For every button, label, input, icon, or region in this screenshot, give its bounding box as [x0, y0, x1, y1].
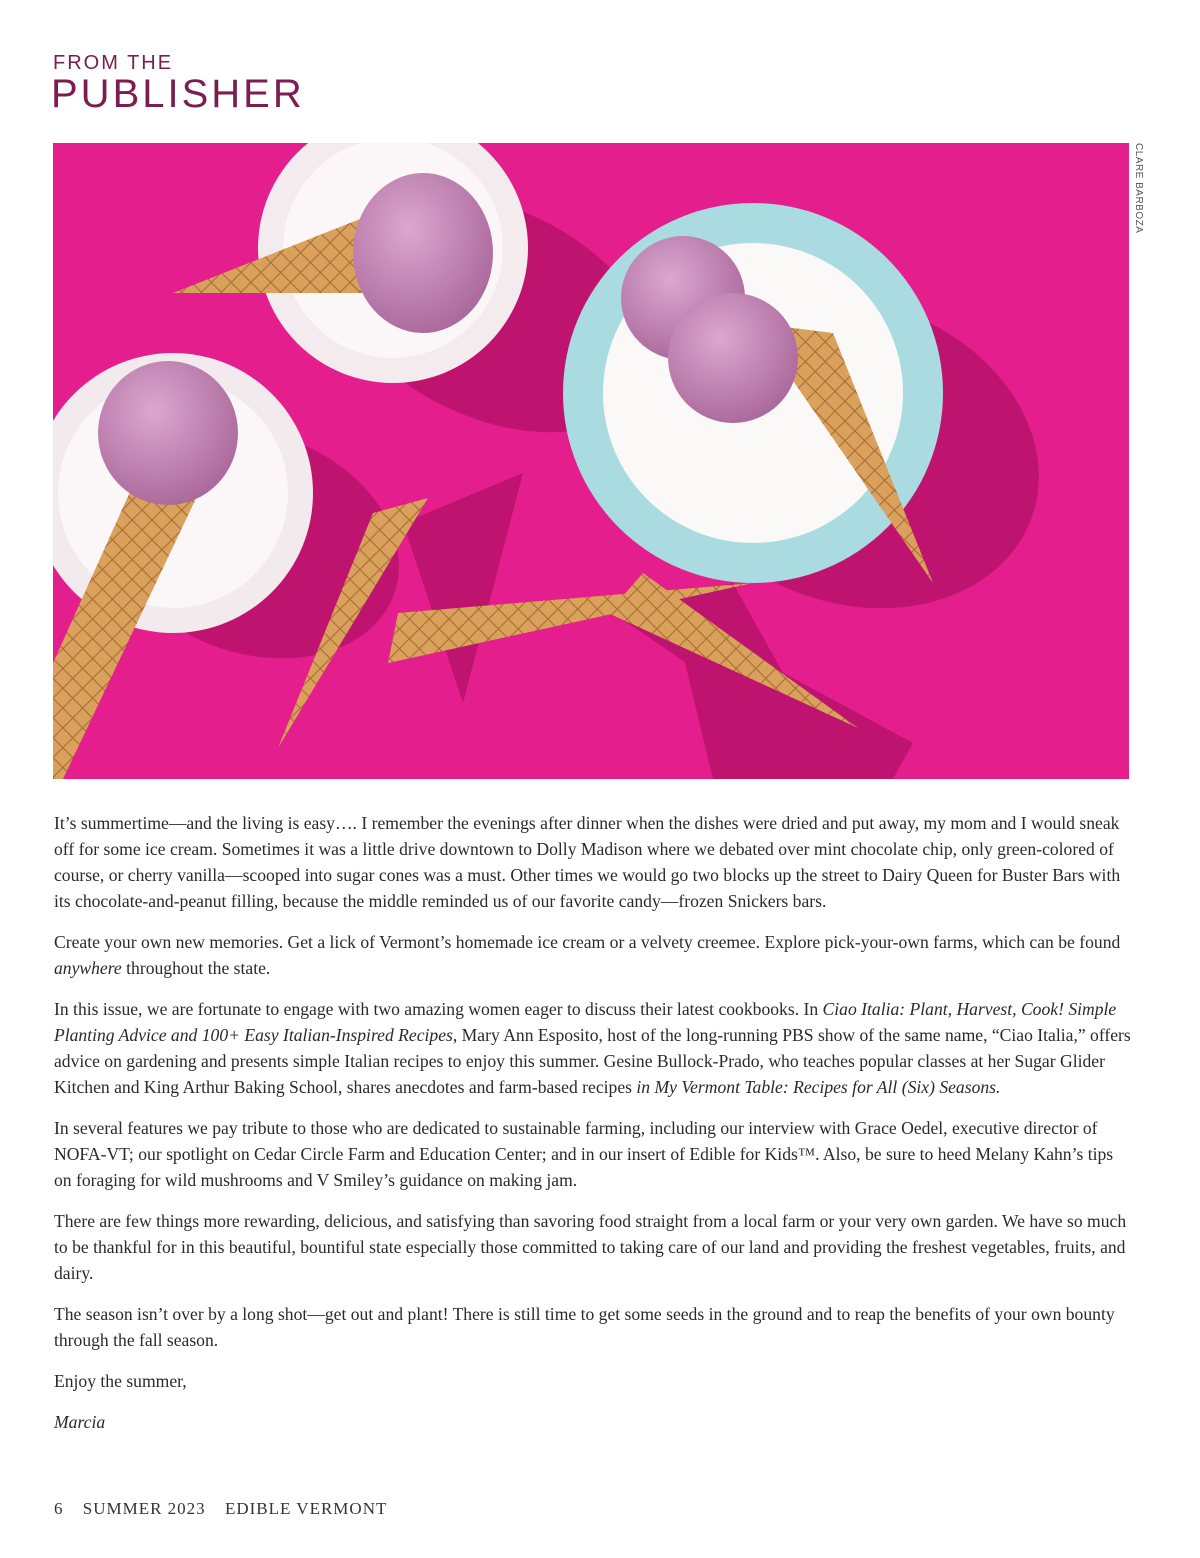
- section-kicker: FROM THE: [53, 52, 174, 74]
- magazine-name: EDIBLE VERMONT: [224, 1499, 388, 1518]
- issue-date: SUMMER 2023: [82, 1499, 206, 1518]
- closing-line: Enjoy the summer,: [54, 1371, 187, 1391]
- paragraph-3: In this issue, we are fortunate to engage with two amazing women eager to discuss their latest cookbooks. In Ciao Italia: Plant, Harvest, Cook! Simple Planting Advice and 100+ Easy Italian-Inspired Recipes, Mary Ann Esposito, host of the long-running PBS show of the same name, “Ciao Italia,” offers advice on gardening and presents simple Italian recipes to enjoy this summer. Gesine Bullock-Prado, who teaches popular classes at her Sugar Glider Kitchen and King Arthur Baking School, shares anecdotes and farm-based recipes in My Vermont Table: Recipes for All (Six) Seasons.: [54, 999, 1131, 1097]
- paragraph-5: There are few things more rewarding, delicious, and satisfying than savoring food straight from a local farm or your very own garden. We have so much to be thankful for in this beautiful, bountiful state especially those committed to taking care of our land and providing the freshest vegetables, fruits, and dairy.: [54, 1211, 1127, 1283]
- article-body: [54, 810, 1134, 1450]
- page-number: 6: [54, 1499, 64, 1518]
- page-footer: [54, 1499, 401, 1519]
- photo-illustration: [53, 143, 1129, 779]
- paragraph-2: Create your own new memories. Get a lick of Vermont’s homemade ice cream or a velvety creemee. Explore pick-your-own farms, which can be found anywhere throughout the state.: [54, 932, 1121, 978]
- paragraph-1: It’s summertime—and the living is easy…. I remember the evenings after dinner when the dishes were dried and put away, my mom and I would sneak off for some ice cream. Sometimes it was a little drive downtown to Dolly Madison where we debated over mint chocolate chip, only green-colored of course, or cherry vanilla—scooped into sugar cones was a must. Other times we would go two blocks up the street to Dairy Queen for Buster Bars with its chocolate-and-peanut filling, because the middle reminded us of our favorite candy—frozen Snickers bars.: [54, 813, 1121, 911]
- section-title: PUBLISHER: [51, 72, 305, 116]
- signature: Marcia: [54, 1412, 106, 1432]
- paragraph-4: In several features we pay tribute to those who are dedicated to sustainable farming, including our interview with Grace Oedel, executive director of NOFA-VT; our spotlight on Cedar Circle Farm and Education Center; and in our insert of Edible for Kids™. Also, be sure to heed Melany Kahn’s tips on foraging for wild mushrooms and V Smiley’s guidance on making jam.: [54, 1118, 1114, 1190]
- paragraph-6: The season isn’t over by a long shot—get out and plant! There is still time to get some seeds in the ground and to reap the benefits of your own bounty through the fall season.: [54, 1304, 1115, 1350]
- ice-cream-cones-photo: [53, 143, 1129, 779]
- photo-credit: CLARE BARBOZA: [1133, 143, 1144, 234]
